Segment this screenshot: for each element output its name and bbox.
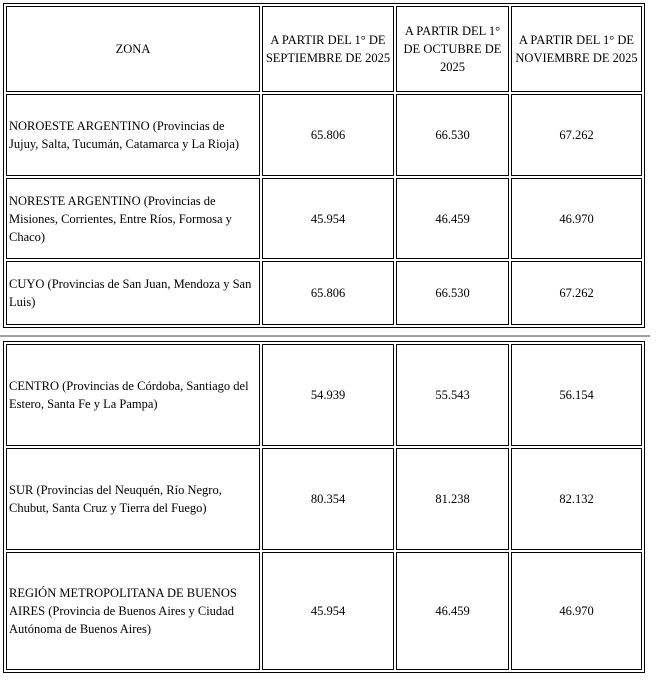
header-septiembre: A PARTIR DEL 1° DE SEPTIEMBRE DE 2025 xyxy=(262,6,394,92)
header-zona: ZONA xyxy=(6,6,260,92)
header-octubre: A PARTIR DEL 1° DE OCTUBRE DE 2025 xyxy=(396,6,509,92)
value-septiembre: 65.806 xyxy=(262,261,394,325)
zona-cell: CUYO (Provincias de San Juan, Mendoza y San Luis) xyxy=(6,261,260,325)
value-noviembre: 56.154 xyxy=(511,344,642,446)
table-row xyxy=(6,94,642,176)
header-noviembre: A PARTIR DEL 1° DE NOVIEMBRE DE 2025 xyxy=(511,6,642,92)
value-septiembre: 65.806 xyxy=(262,94,394,176)
table-row xyxy=(6,178,642,259)
table-row xyxy=(6,261,642,325)
zona-cell: NOROESTE ARGENTINO (Provincias de Jujuy, Salta, Tucumán, Catamarca y La Rioja) xyxy=(6,94,260,176)
value-septiembre: 45.954 xyxy=(262,552,394,670)
table-row xyxy=(6,448,642,550)
zona-cell: NORESTE ARGENTINO (Provincias de Misiones, Corrientes, Entre Ríos, Formosa y Chaco) xyxy=(6,178,260,259)
header-row xyxy=(6,6,642,92)
value-octubre: 66.530 xyxy=(396,261,509,325)
value-octubre: 66.530 xyxy=(396,94,509,176)
table-row xyxy=(6,552,642,670)
value-noviembre: 67.262 xyxy=(511,261,642,325)
value-noviembre: 46.970 xyxy=(511,552,642,670)
value-septiembre: 54.939 xyxy=(262,344,394,446)
value-septiembre: 80.354 xyxy=(262,448,394,550)
zona-cell: CENTRO (Provincias de Córdoba, Santiago del Estero, Santa Fe y La Pampa) xyxy=(6,344,260,446)
value-octubre: 46.459 xyxy=(396,552,509,670)
zona-cell: SUR (Provincias del Neuquén, Río Negro, Chubut, Santa Cruz y Tierra del Fuego) xyxy=(6,448,260,550)
value-noviembre: 82.132 xyxy=(511,448,642,550)
table-row xyxy=(6,344,642,446)
zona-cell: REGIÓN METROPOLITANA DE BUENOS AIRES (Provincia de Buenos Aires y Ciudad Autónoma de Buenos Aires) xyxy=(6,552,260,670)
wage-table-part-2 xyxy=(3,341,645,673)
wage-table-part-1 xyxy=(3,3,645,328)
value-septiembre: 45.954 xyxy=(262,178,394,259)
value-octubre: 55.543 xyxy=(396,344,509,446)
table-divider xyxy=(0,335,650,337)
value-octubre: 46.459 xyxy=(396,178,509,259)
value-noviembre: 46.970 xyxy=(511,178,642,259)
value-octubre: 81.238 xyxy=(396,448,509,550)
value-noviembre: 67.262 xyxy=(511,94,642,176)
